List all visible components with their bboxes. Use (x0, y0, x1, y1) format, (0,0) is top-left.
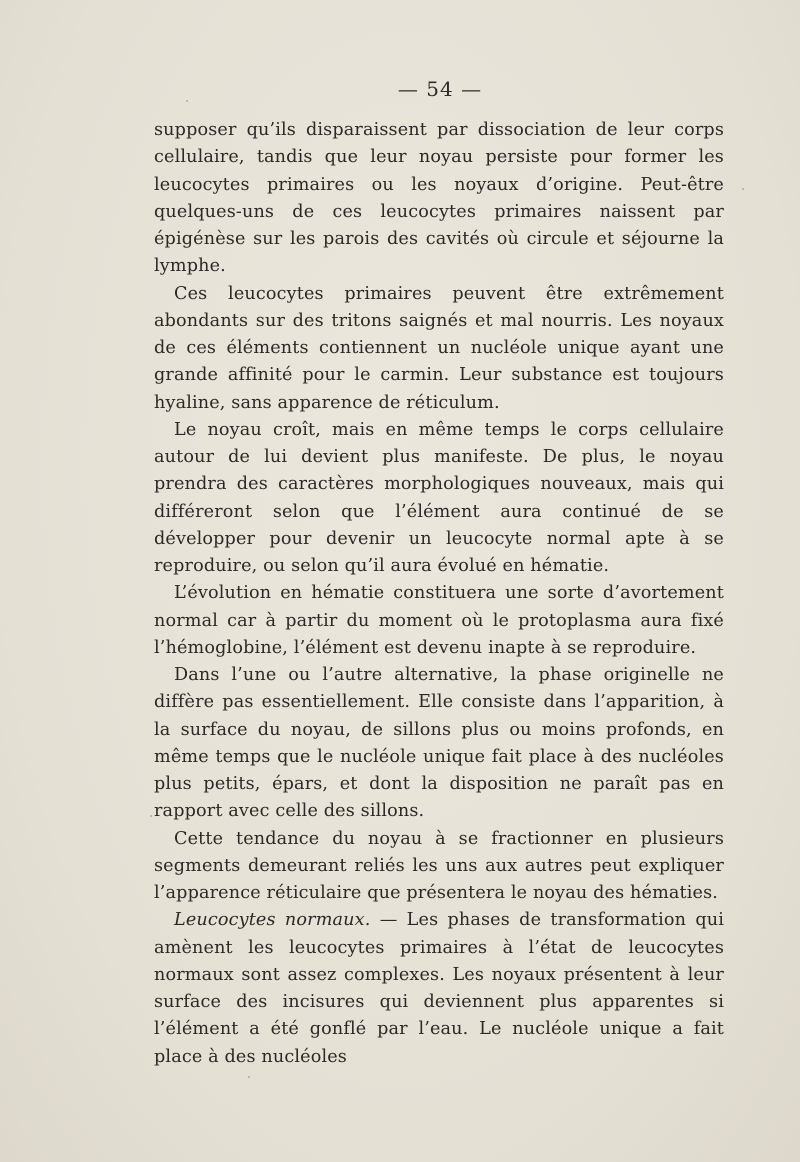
paragraph-1: supposer qu’ils disparaissent par dissociation de leur corps cellulaire, tandis que leur noyau persiste pour former les leucocytes primaires ou les noyaux d’origine. Peut-être quelques-uns de ces leucocytes primaires naissent par épigénèse sur les parois des cavités où circule et séjourne la lymphe. (154, 120, 724, 277)
section-heading-leucocytes-normaux: Leucocytes normaux. (174, 910, 371, 931)
paper-speck (742, 188, 744, 190)
paragraph-2: Ces leucocytes primaires peuvent être extrêmement abondants sur des tritons saignés et mal nourris. Les noyaux de ces éléments contiennent un nucléole unique ayant une grande affinité pour le carmin. Leur substance est toujours hyaline, sans apparence de réticulum. (154, 283, 724, 413)
paragraph-4: L’évolution en hématie constituera une sorte d’avortement normal car à partir du moment où le protoplasma aura fixé l’hémoglobine, l’élément est devenu inapte à se reproduire. (154, 583, 724, 658)
paragraph-7 (154, 907, 724, 1071)
paper-speck (150, 815, 152, 817)
body-text (154, 117, 724, 1071)
paragraph-3: Le noyau croît, mais en même temps le corps cellulaire autour de lui devient plus manifeste. De plus, le noyau prendra des caractères morphologiques nouveaux, mais qui différeront selon que l’élément aura continué de se développer pour devenir un leucocyte normal apte à se reproduire, ou selon qu’il aura évolué en hématie. (154, 419, 724, 576)
paper-speck (248, 1076, 250, 1078)
page-number: — 54 — (397, 77, 483, 101)
paragraph-7-text: — Les phases de transformation qui amènent les leucocytes primaires à l’état de leucocytes normaux sont assez complexes. Les noyaux présentent à leur surface des incisures qui deviennent plus apparentes si l’élément a été gonflé par l’eau. Le nucléole unique a fait place à des nucléoles (154, 910, 724, 1067)
paper-speck (186, 100, 188, 102)
paragraph-5: Dans l’une ou l’autre alternative, la phase originelle ne diffère pas essentiellement. Elle consiste dans l’apparition, à la surface du noyau, de sillons plus ou moins profonds, en même temps que le nucléole unique fait place à des nucléoles plus petits, épars, et dont la disposition ne paraît pas en rapport avec celle des sillons. (154, 665, 724, 822)
paragraph-6: Cette tendance du noyau à se fractionner en plusieurs segments demeurant reliés les uns aux autres peut expliquer l’apparence réticulaire que présentera le noyau des hématies. (154, 828, 724, 903)
